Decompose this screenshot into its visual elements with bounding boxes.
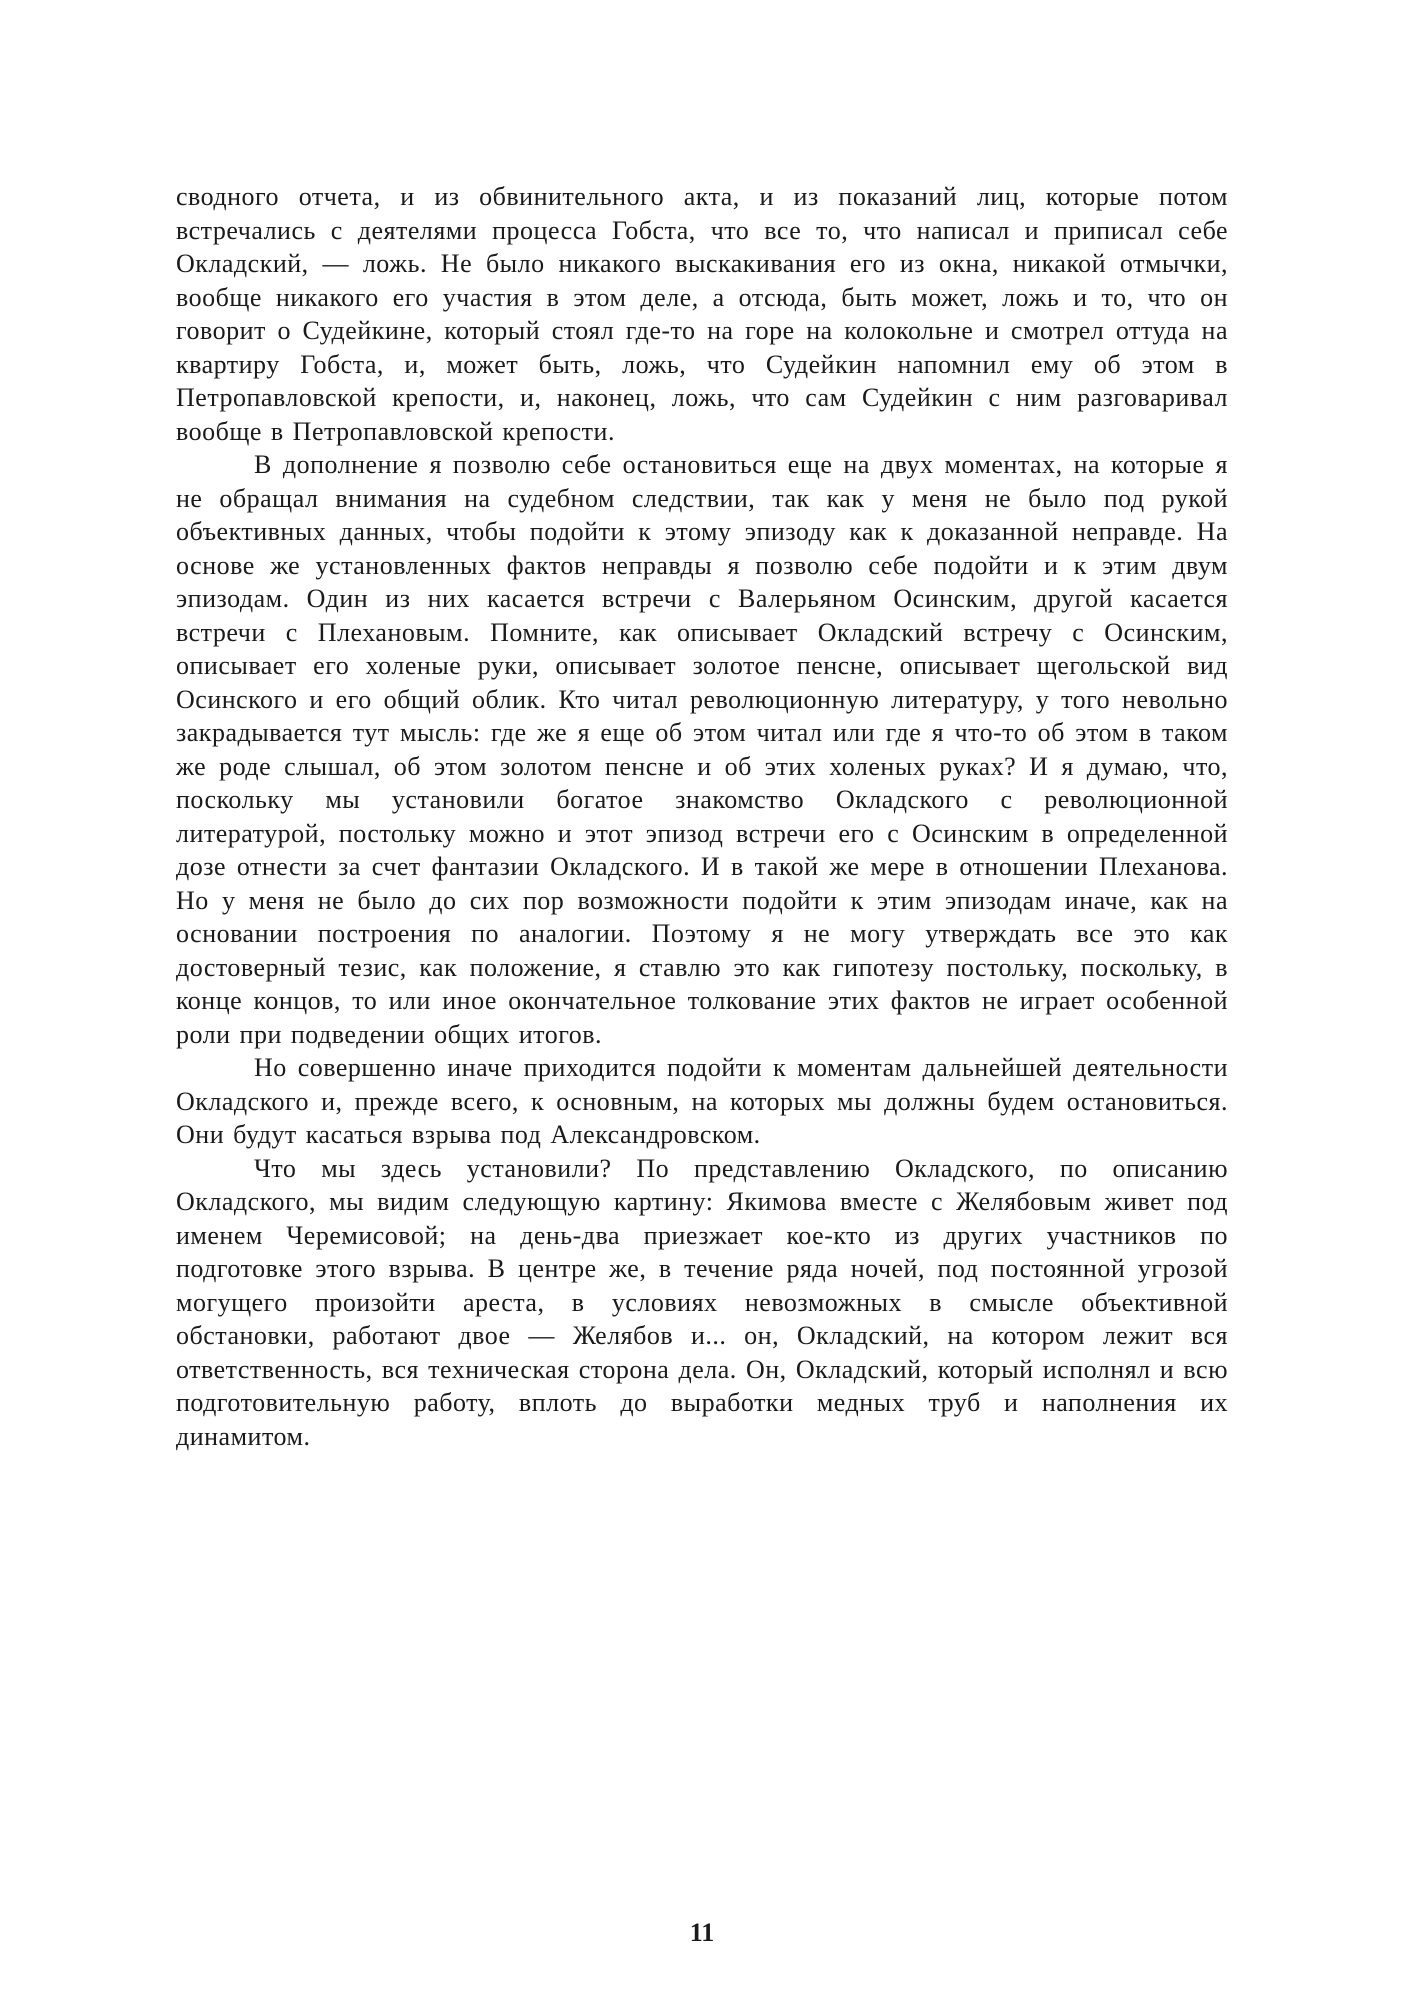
paragraph-1: сводного отчета, и из обвинительного акта, и из показаний лиц, которые потом встречались с деятелями процесса Гобста, что все то, что написал и приписал себе Окладский, — ложь. Не было никакого выскакивания его из окна, никакой отмычки, вообще никакого его участия в этом деле, а отсюда, быть может, ложь и то, что он говорит о Судейкине, который стоял где-то на горе на колокольне и смотрел оттуда на квартиру Гобста, и, может быть, ложь, что Судейкин напомнил ему об этом в Петропавловской крепости, и, наконец, ложь, что сам Судейкин с ним разговаривал вообще в Петропавловской крепости.: [176, 182, 1228, 446]
paragraph-4: Что мы здесь установили? По представлению Окладского, по описанию Окладского, мы видим следующую картину: Якимова вместе с Желябовым живет под именем Черемисовой; на день-два приезжает кое-кто из других участников по подготовке этого взрыва. В центре же, в течение ряда ночей, под постоянной угрозой могущего произойти ареста, в условиях невозможных в смысле объективной обстановки, работают двое — Желябов и... он, Окладский, на котором лежит вся ответственность, вся техническая сторона дела. Он, Окладский, который исполнял и всю подготовительную работу, вплоть до выработки медных труб и наполнения их динамитом.: [176, 1153, 1228, 1451]
paragraph-3: Но совершенно иначе приходится подойти к моментам дальнейшей деятельности Окладского и, прежде всего, к основным, на которых мы должны будем остановиться. Они будут касаться взрыва под Александровском.: [176, 1053, 1228, 1149]
page-number: 11: [689, 1918, 715, 1947]
paragraph-2: В дополнение я позволю себе остановиться еще на двух моментах, на которые я не обращал внимания на судебном следствии, так как у меня не было под рукой объективных данных, чтобы подойти к этому эпизоду как к доказанной неправде. На основе же установленных фактов неправды я позволю себе подойти и к этим двум эпизодам. Один из них касается встречи с Валерьяном Осинским, другой касается встречи с Плехановым. Помните, как описывает Окладский встречу с Осинским, описывает его холеные руки, описывает золотое пенсне, описывает щегольской вид Осинского и его общий облик. Кто читал революционную литературу, у того невольно закрадывается тут мысль: где же я еще об этом читал или где я что-то об этом в таком же роде слышал, об этом золотом пенсне и об этих холеных руках? И я думаю, что, поскольку мы установили богатое знакомство Окладского с революционной литературой, постольку можно и этот эпизод встречи его с Осинским в определенной дозе отнести за счет фантазии Окладского. И в такой же мере в отношении Плеханова. Но у меня не было до сих пор возможности подойти к этим эпизодам иначе, как на основании построения по аналогии. Поэтому я не могу утверждать все это как достоверный тезис, как положение, я ставлю это как гипотезу постольку, поскольку, в конце концов, то или иное окончательное толкование этих фактов не играет особенной роли при подведении общих итогов.: [176, 450, 1228, 1049]
body-text: [176, 180, 1228, 1453]
